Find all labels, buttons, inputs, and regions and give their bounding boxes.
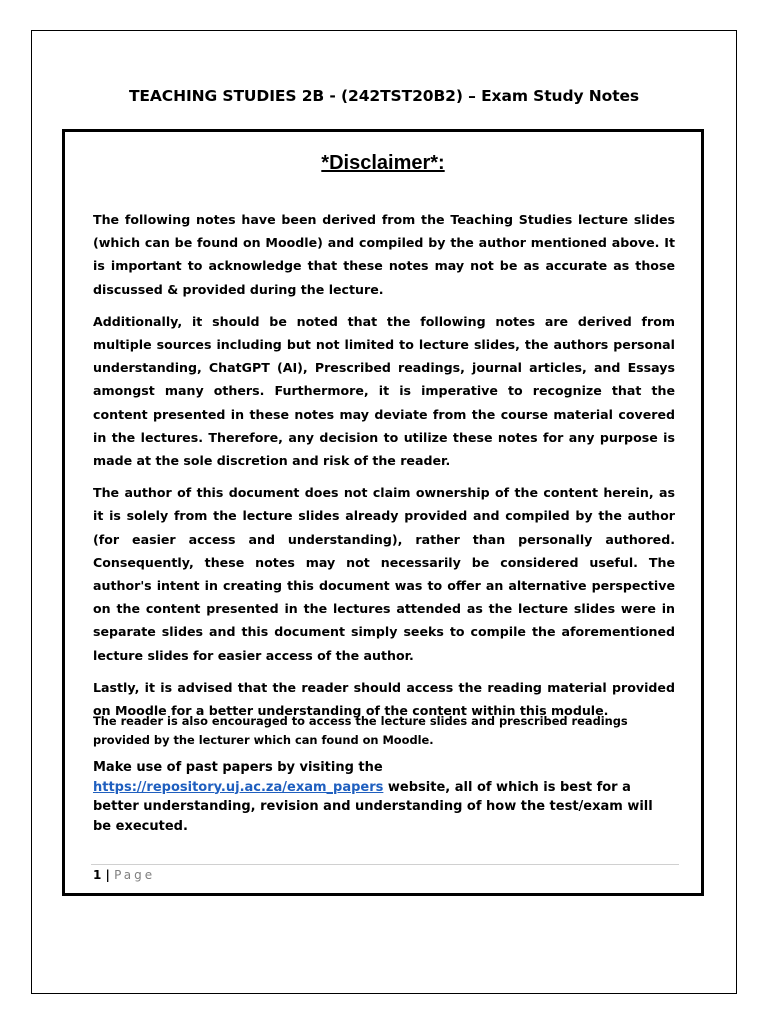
disclaimer-paragraph: Additionally, it should be noted that the following notes are derived from multiple sources including but not limited to lecture slides, the authors personal understanding, ChatGPT (AI), Prescribed readings, journal articles, and Essays amongst many others. Furthermore, it is imperative to recognize that the content presented in these notes may deviate from the course material covered in the lectures. Therefore, any decision to utilize these notes for any purpose is made at the sole discretion and risk of the reader. bbox=[93, 313, 675, 469]
page-number: 1 bbox=[93, 868, 102, 882]
disclaimer-paragraph: The author of this document does not claim ownership of the content herein, as it is solely from the lecture slides already provided and compiled by the author (for easier access and understanding), rather than personally authored. Consequently, these notes may not necessarily be considered useful. The author's intent in creating this document was to offer an alternative perspective on the content presented in the lectures attended as the lecture slides were in separate slides and this document simply seeks to compile the aforementioned lecture slides for easier access of the author. bbox=[93, 485, 675, 663]
reader-note: The reader is also encouraged to access the lecture slides and prescribed readings provided by the lecturer which can found on Moodle. bbox=[93, 714, 628, 747]
document-title: TEACHING STUDIES 2B - (242TST20B2) – Exam Study Notes bbox=[128, 87, 640, 105]
disclaimer-body bbox=[93, 208, 675, 731]
past-papers-prefix: Make use of past papers by visiting the bbox=[93, 760, 383, 775]
page-separator: | bbox=[101, 868, 115, 882]
disclaimer-box bbox=[62, 129, 704, 896]
disclaimer-paragraph: Lastly, it is advised that the reader should access the reading material provided on Moodle for a better understanding of the content within this module. bbox=[93, 679, 675, 719]
footer-divider bbox=[91, 864, 679, 865]
disclaimer-paragraph: The following notes have been derived from the Teaching Studies lecture slides (which can be found on Moodle) and compiled by the author mentioned above. It is important to acknowledge that these notes may not be as accurate as those discussed & provided during the lecture. bbox=[93, 212, 675, 297]
disclaimer-heading: *Disclaimer*: bbox=[321, 152, 445, 174]
page-footer bbox=[93, 868, 155, 882]
exam-papers-link[interactable]: https://repository.uj.ac.za/exam_papers bbox=[93, 779, 384, 795]
past-papers-paragraph bbox=[93, 758, 675, 836]
page-label: Page bbox=[114, 868, 156, 882]
past-papers-suffix: website, all of which is best for a better understanding, revision and understanding of how the test/exam will be executed. bbox=[93, 779, 653, 834]
